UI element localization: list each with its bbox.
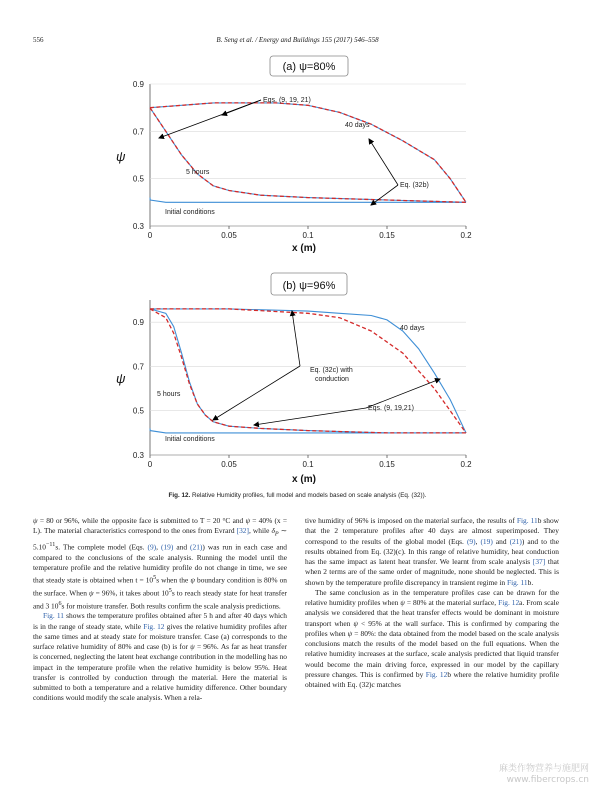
body-column-right: tive humidity of 96% is imposed on the material surface, the results of Fig. 11b show that the 2 temperature profiles after 40 days are almost superimposed. They correspond to the results of the global model (Eqs. (9), (19) and (21)) and to the results obtained from Eq. (32)(c). In this range of relative humidity, heat conduction has the same impact as latent heat transfer. We learnt from scale analysis [37] that when 2 terms are of the same order of magnitude, none should be neglected. This is shown by the temperature profile discrepancy in transient regime in Fig. 11b. The same conclusion as in the temperature profiles case can be drawn for the relative humidity profiles when ψ = 80% at the material surface, Fig. 12a. From scale analysis we considered that the heat transfer effects would be dominant in moisture transport when ψ < 95% at the wall surface. This is confirmed by comparing the profiles when ψ = 80%: the data obtained from the model based on the scale analysis conclusions match the results of the model based on the full equations. When the relative humidity increases at the surface, scale analysis predicted that liquid transfer would become the main driving force, expressed in our model by the capillary pressure changes. This is confirmed by Fig. 12b where the relative humidity profile obtained with Eq. (32)c matches [305,516,560,689]
annotation-initial-conditions: Initial conditions [165,209,215,216]
panel-a-series-0-full-model [150,198,466,203]
panel-a-x-tick-label: 0.05 [221,231,237,240]
annotation-eq-32c-line2: conduction [315,376,349,383]
annotation-5-hours: 5 hours [186,169,210,176]
page-number: 556 [33,36,44,44]
panel-b-x-tick-label: 0 [147,460,153,469]
panel-a-y-tick-label: 0.7 [132,127,144,137]
figure-caption-label: Fig. 12. [168,492,191,499]
body-column-left: ψ = 80 or 96%, while the opposite face is submitted to T = 20 °C and ψ = 40% (x = L). The material characteristics correspond to the ones from Evrard [32], while $\delta_P$ ∼ $5.10^{-11}s$. The complete model (Eqs. (9), (19) and (21)) was run in each case and compared to the conclusions of the scale analysis. Running the model until the temperature profile and the relative humidity profile do not change in time, we see that steady state is obtained when $t = 10^5s$ when the ψ boundary condition is 80% on the surface. When ψ = 96%, it takes about $10^5s$ to reach steady state for heat transfer and 3 $10^6s$ for moisture transfer. Both results confirm the scale analysis predictions. Fig. 11 shows the temperature profiles obtained after 5 h and after 40 days which is in the range of steady state, while Fig. 12 gives the relative humidity profiles after the same times and at steady state for moisture transfer. Case (a) corresponds to the surface relative humidity of 80% and case (b) is for ψ = 96%. As far as heat transfer is concerned, neglecting the latent heat exchange contribution in the modelling has no impact in the temperature profile when the relative humidity is below 95%. Heat transfer is controlled by conduction through the material. Here the material is submitted to both a temperature and a relative humidity difference. Other boundary conditions would modify the scale analysis. When a rela- [33,516,288,703]
annotation-eqs-9-19-21: Eqs. (9, 19, 21) [263,97,311,104]
panel-b-xlabel: x (m) [292,474,316,485]
panel-a-xlabel: x (m) [292,243,316,254]
panel-a-x-tick-label: 0.2 [460,231,472,240]
panel-a-x-tick-label: 0 [147,231,153,240]
panel-b-y-tick-label: 0.5 [132,406,144,416]
annotation-initial-conditions-b: Initial conditions [165,436,215,443]
annotation-eq-32c-line1: Eq. (32c) with [310,367,353,374]
annotation-5-hours-b: 5 hours [157,391,181,398]
panel-b-x-tick-label: 0.1 [302,460,314,469]
arrow-32c-to-40d [292,311,300,366]
figure-caption [0,492,595,499]
figure-caption-text: Relative Humidity profiles, full model and models based on scale analysis (Eq. (32)). [190,492,427,499]
panel-b-title: (b) ψ=96% [282,280,336,292]
panel-a-title: (a) ψ=80% [282,61,336,73]
arrow-32c-to-5h [213,366,300,420]
panel-a-y-tick-label: 0.9 [132,80,144,89]
panel-b-x-tick-label: 0.05 [221,460,237,469]
panel-a-x-tick-label: 0.1 [302,231,314,240]
watermark [499,764,589,786]
panel-a-ylabel: ψ [116,149,126,164]
panel-a-x-tick-label: 0.15 [379,231,395,240]
annotation-40-days: 40 days [345,122,370,129]
watermark-line1: 麻类作物营养与施肥网 [498,764,589,774]
panel-b-y-tick-label: 0.3 [132,451,144,460]
panel-b-x-tick-label: 0.2 [460,460,472,469]
panel-b [116,273,472,485]
panel-a-y-tick-label: 0.5 [132,174,144,184]
annotation-eq-32b: Eq. (32b) [400,182,429,189]
panel-b-ylabel: ψ [116,371,126,386]
panel-b-x-tick-label: 0.15 [379,460,395,469]
panel-b-y-tick-label: 0.9 [132,318,144,328]
annotation-eqs-9-19-21-b: Eqs. (9, 19,21) [368,405,414,412]
annotation-40-days-b: 40 days [400,325,425,332]
arrow-32b-to-40d [369,139,398,185]
panel-a [116,56,472,254]
panel-a-y-tick-label: 0.3 [132,222,144,231]
watermark-line2: www.fibercrops.cn [506,775,589,785]
panel-b-y-tick-label: 0.7 [132,362,144,372]
running-title: B. Seng et al. / Energy and Buildings 155 (2017) 546–558 [216,36,379,44]
arrow-eqs-to-40d-b [366,379,440,408]
